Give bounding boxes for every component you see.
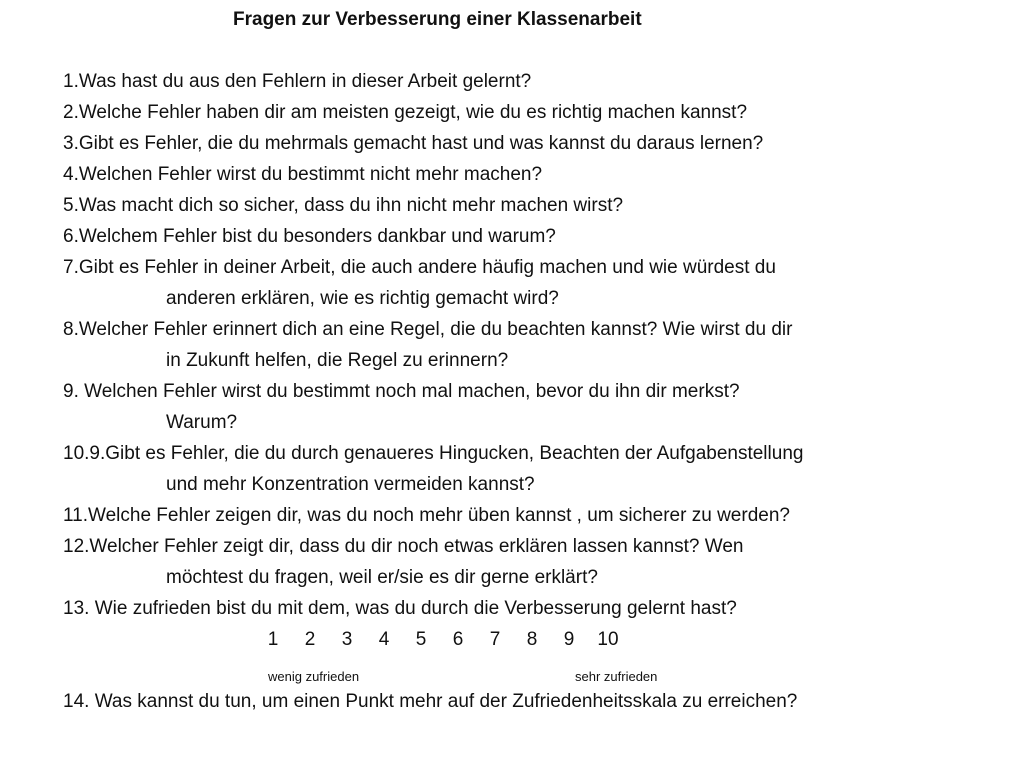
question-14: 14. Was kannst du tun, um einen Punkt mehr auf der Zufriedenheitsskala zu erreichen? [63, 691, 798, 712]
question-5: 5.Was macht dich so sicher, dass du ihn nicht mehr machen wirst? [63, 195, 624, 216]
question-7-continuation: anderen erklären, wie es richtig gemacht wird? [166, 288, 559, 309]
question-13: 13. Wie zufrieden bist du mit dem, was du durch die Verbesserung gelernt hast? [63, 598, 737, 619]
scale-number-9: 9 [563, 629, 575, 650]
scale-number-2: 2 [304, 629, 316, 650]
question-7: 7.Gibt es Fehler in deiner Arbeit, die auch andere häufig machen und wie würdest du [63, 257, 776, 278]
scale-low-label: wenig zufrieden [268, 669, 360, 684]
question-10: 10.9.Gibt es Fehler, die du durch genaueres Hingucken, Beachten der Aufgabenstellung [63, 443, 804, 464]
scale-number-10: 10 [597, 629, 619, 650]
question-1: 1.Was hast du aus den Fehlern in dieser Arbeit gelernt? [63, 71, 532, 92]
scale-high-label: sehr zufrieden [575, 669, 658, 684]
scale-number-8: 8 [526, 629, 538, 650]
question-12: 12.Welcher Fehler zeigt dir, dass du dir noch etwas erklären lassen kannst? Wen [63, 536, 744, 557]
question-4: 4.Welchen Fehler wirst du bestimmt nicht mehr machen? [63, 164, 543, 185]
question-list [63, 66, 1003, 717]
scale-labels [63, 655, 1003, 686]
question-12-continuation: möchtest du fragen, weil er/sie es dir gerne erklärt? [166, 567, 598, 588]
scale-number-5: 5 [415, 629, 427, 650]
scale-number-3: 3 [341, 629, 353, 650]
page-title: Fragen zur Verbesserung einer Klassenarbeit [233, 9, 642, 30]
question-6: 6.Welchem Fehler bist du besonders dankbar und warum? [63, 226, 556, 247]
question-9: 9. Welchen Fehler wirst du bestimmt noch mal machen, bevor du ihn dir merkst? [63, 381, 740, 402]
satisfaction-scale [63, 624, 1003, 655]
question-10-continuation: und mehr Konzentration vermeiden kannst? [166, 474, 535, 495]
question-8-continuation: in Zukunft helfen, die Regel zu erinnern? [166, 350, 509, 371]
scale-number-6: 6 [452, 629, 464, 650]
question-8: 8.Welcher Fehler erinnert dich an eine Regel, die du beachten kannst? Wie wirst du dir [63, 319, 793, 340]
scale-number-7: 7 [489, 629, 501, 650]
scale-number-1: 1 [267, 629, 279, 650]
question-9-continuation: Warum? [166, 412, 238, 433]
question-11: 11.Welche Fehler zeigen dir, was du noch mehr üben kannst , um sicherer zu werden? [63, 505, 790, 526]
question-3: 3.Gibt es Fehler, die du mehrmals gemacht hast und was kannst du daraus lernen? [63, 133, 764, 154]
question-2: 2.Welche Fehler haben dir am meisten gezeigt, wie du es richtig machen kannst? [63, 102, 748, 123]
scale-number-4: 4 [378, 629, 390, 650]
